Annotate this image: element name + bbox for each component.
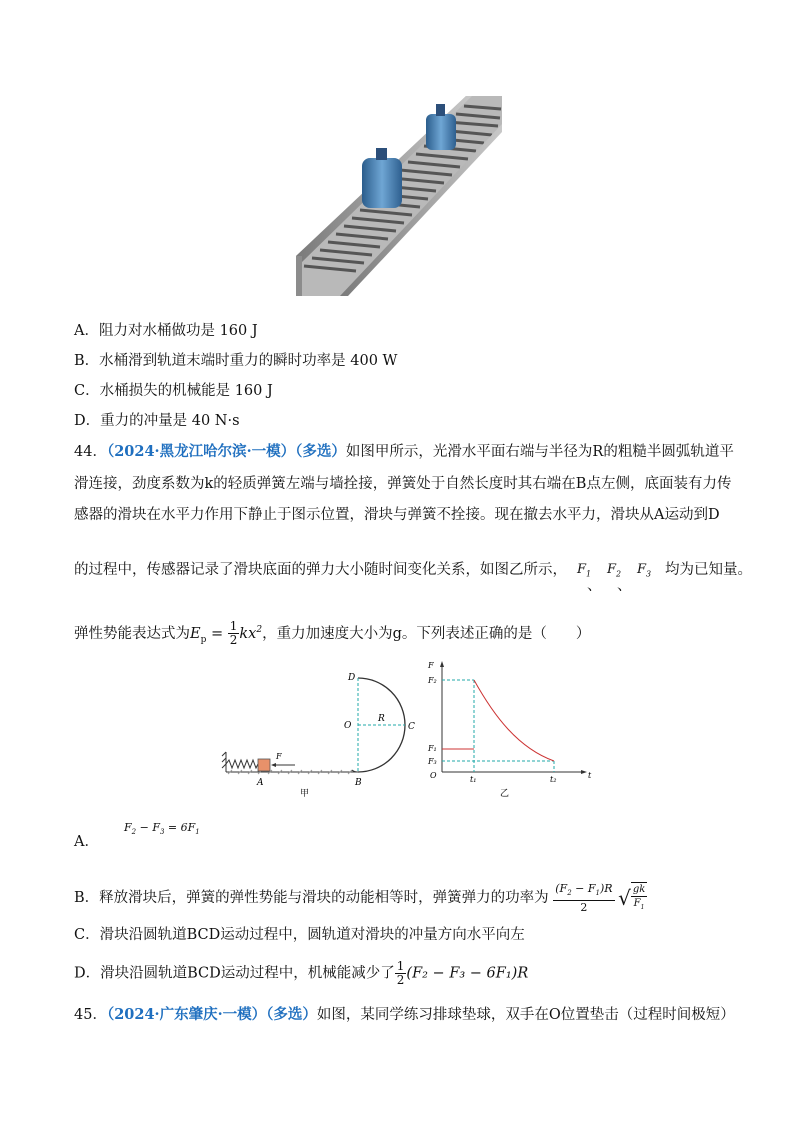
x-axis-label: t bbox=[588, 771, 592, 780]
tick-f2: F₂ bbox=[428, 676, 437, 685]
q44-option-c: C．滑块沿圆轨道BCD运动过程中，圆轨道对滑块的冲量方向水平向左 bbox=[74, 927, 525, 943]
q44-line2: 滑连接，劲度系数为k的轻质弹簧左端与墙拴接，弹簧处于自然长度时其右端在B点左侧，底面装有力传 bbox=[74, 476, 732, 492]
label-b: B bbox=[355, 778, 362, 788]
q44-line1 bbox=[74, 442, 734, 462]
label-c: C bbox=[408, 722, 415, 732]
option-d-text: D．滑块沿圆轨道BCD运动过程中，机械能减少了 bbox=[74, 965, 395, 982]
option-a-label: A． bbox=[74, 834, 99, 850]
option-c: C．水桶损失的机械能是 160 J bbox=[74, 383, 273, 399]
option-a-formula: $F_2 - F_3 = 6F_1$ bbox=[124, 821, 200, 837]
q45-number: 45． bbox=[74, 1007, 107, 1023]
q44-option-b bbox=[74, 882, 647, 914]
q44-line3: 感器的滑块在水平力作用下静止于图示位置，滑块与弹簧不拴接。现在撤去水平力，滑块从A运动到D bbox=[74, 507, 720, 523]
q44-text-1: 如图甲所示，光滑水平面右端与半径为R的粗糙半圆弧轨道平 bbox=[345, 444, 734, 460]
q44-text-4b: 均为已知量。 bbox=[665, 562, 752, 578]
origin-label: O bbox=[430, 771, 437, 780]
q44-line5 bbox=[74, 620, 590, 650]
slider-block bbox=[258, 759, 270, 771]
q45-text: 如图，某同学练习排球垫球，双手在O位置垫击（过程时间极短） bbox=[316, 1007, 735, 1023]
spring bbox=[226, 760, 258, 768]
label-d: D bbox=[348, 673, 356, 683]
q45-line1 bbox=[74, 1005, 735, 1025]
half-fraction: $\frac{1}{2}$ bbox=[396, 959, 405, 987]
option-b: B．水桶滑到轨道末端时重力的瞬时功率是 400 W bbox=[74, 353, 398, 369]
option-b-formula: $\frac{(F_2 - F_1)R}{2}$ √ $\frac{gk}{F_1}$ bbox=[555, 882, 646, 915]
tick-t2: t₂ bbox=[550, 775, 557, 784]
conveyor-photo bbox=[296, 96, 502, 296]
ep-formula: $E_p$ = $\frac{1}{2}$ $kx^2$ bbox=[190, 619, 263, 648]
q44-text-5a: 弹性势能表达式为 bbox=[74, 625, 190, 642]
q44-text-5b: ，重力加速度大小为g。下列表述正确的是（ ） bbox=[262, 625, 591, 642]
q44-text-4a: 的过程中，传感器记录了滑块底面的弹力大小随时间变化关系，如图乙所示， bbox=[74, 562, 567, 578]
tick-f3: F₃ bbox=[428, 757, 437, 766]
caption-jia: 甲 bbox=[300, 789, 310, 798]
q44-option-a bbox=[74, 821, 200, 852]
decay-curve bbox=[474, 680, 554, 761]
label-a: A bbox=[257, 778, 264, 788]
q44-option-d bbox=[74, 960, 528, 987]
q44-source: （2024·黑龙江哈尔滨·一模）（多选） bbox=[106, 443, 346, 460]
option-d: D．重力的冲量是 40 N·s bbox=[74, 413, 240, 429]
tick-f1: F₁ bbox=[428, 744, 437, 753]
q44-number: 44． bbox=[74, 444, 107, 460]
q45-source: （2024·广东肇庆·一模）（多选） bbox=[106, 1006, 317, 1023]
label-r: R bbox=[378, 714, 385, 724]
caption-yi: 乙 bbox=[500, 789, 510, 798]
q44-line4: 的过程中，传感器记录了滑块底面的弹力大小随时间变化关系，如图乙所示， $F_1$ 、 $F_2$ 、 $F_3$ 均为已知量。 bbox=[74, 562, 752, 594]
wall-hatch bbox=[222, 752, 360, 772]
option-a: A．阻力对水桶做功是 160 J bbox=[74, 323, 258, 339]
option-d-expr: (F₂ − F₃ − 6F₁)R bbox=[406, 965, 529, 982]
y-axis-label: F bbox=[428, 661, 434, 670]
label-o: O bbox=[344, 721, 352, 731]
label-f: F bbox=[276, 752, 282, 761]
figure-jia bbox=[220, 668, 440, 798]
figure-yi bbox=[420, 656, 595, 798]
tick-t1: t₁ bbox=[470, 775, 477, 784]
option-b-text: B．释放滑块后，弹簧的弹性势能与滑块的动能相等时，弹簧弹力的功率为 bbox=[74, 890, 549, 907]
